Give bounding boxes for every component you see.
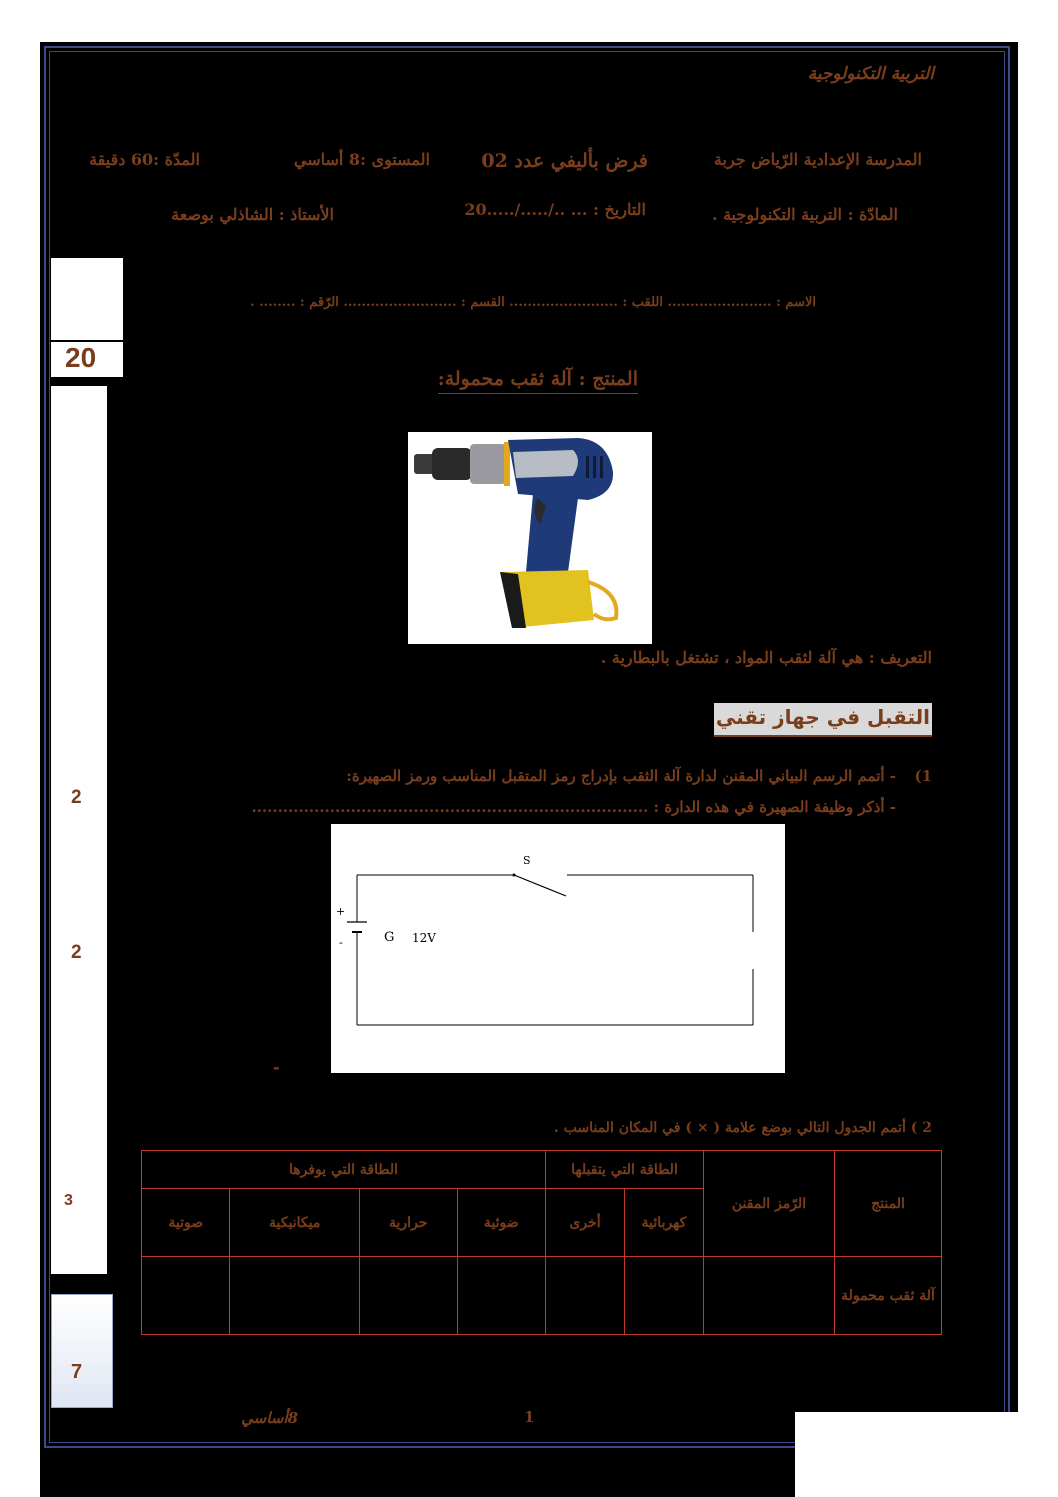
school-name: المدرسة الإعدادية الرّياض جربة bbox=[713, 150, 922, 169]
teacher-line: الأستاذ : الشاذلي بوصعة bbox=[171, 205, 334, 224]
th-provided-sound: صوتية bbox=[142, 1189, 230, 1257]
th-provided-light: ضوئية bbox=[457, 1189, 545, 1257]
drill-ring bbox=[504, 442, 510, 486]
subject-header: التربية التكنولوجية bbox=[807, 64, 934, 84]
corner-overlay bbox=[795, 1412, 1058, 1497]
score-q1b: 2 bbox=[71, 942, 82, 963]
generator-label: G bbox=[384, 930, 395, 945]
th-product: المنتج bbox=[835, 1151, 942, 1257]
score-q1a: 2 bbox=[71, 787, 82, 808]
drill-side-panel bbox=[513, 450, 578, 478]
footer-level: 8أساسي bbox=[241, 1409, 298, 1427]
level: المستوى :8 أساسي bbox=[293, 150, 430, 169]
th-provided: الطاقة التي يوفرها bbox=[142, 1151, 546, 1189]
drill-chuck bbox=[432, 448, 472, 480]
drill-handle bbox=[526, 494, 578, 572]
drill-image bbox=[408, 432, 652, 644]
cell-symbol[interactable] bbox=[704, 1257, 835, 1335]
drill-collar bbox=[470, 444, 506, 484]
subject-line: المادّة : التربية التكنولوجية . bbox=[711, 205, 898, 224]
switch-label: S bbox=[523, 854, 531, 867]
definition: التعريف : هي آلة لثقب المواد ، تشتغل بالبطارية . bbox=[600, 648, 932, 667]
cell-provided-sound[interactable] bbox=[142, 1257, 230, 1335]
th-symbol: الرّمز المقنن bbox=[704, 1151, 835, 1257]
subtotal-score: 7 bbox=[71, 1361, 83, 1383]
duration: المدّة :60 دقيقة bbox=[89, 150, 200, 169]
th-provided-mechanical: ميكانيكية bbox=[230, 1189, 359, 1257]
th-received: الطاقة التي يتقبلها bbox=[546, 1151, 704, 1189]
q1-number: 1) bbox=[914, 767, 932, 785]
th-received-other: أخرى bbox=[546, 1189, 625, 1257]
total-score-box bbox=[51, 342, 123, 377]
subtotal-box bbox=[51, 1294, 113, 1408]
stray-dash: - bbox=[273, 1058, 280, 1077]
energy-table bbox=[141, 1150, 942, 1335]
margin-score-column bbox=[51, 386, 107, 1274]
q1-line1: - أتمم الرسم البياني المقنن لدارة آلة الثقب بإدراج رمز المتقبل المناسب ورمز الصهيرة: bbox=[346, 767, 896, 785]
q2-text: 2 ) أتمم الجدول التالي بوضع علامة ( × ) في المكان المناسب . bbox=[553, 1120, 932, 1136]
test-title: فرض بأليفي عدد 02 bbox=[481, 150, 648, 172]
total-score: 20 bbox=[65, 342, 97, 373]
circuit-svg bbox=[331, 824, 785, 1073]
section-title: التقبل في جهاز تقني bbox=[715, 705, 930, 729]
product-title: المنتج : آلة ثقب محمولة: bbox=[438, 368, 638, 394]
score-input-box[interactable] bbox=[51, 258, 123, 340]
th-provided-heat: حرارية bbox=[359, 1189, 457, 1257]
cell-received-electric[interactable] bbox=[625, 1257, 704, 1335]
date-line: التاريخ : ... ../...../.....20 bbox=[464, 200, 646, 219]
drill-drawing bbox=[408, 432, 652, 644]
section-title-box bbox=[714, 703, 932, 737]
switch-s bbox=[514, 875, 566, 896]
q1-line2: - أذكر وظيفة الصهيرة في هذه الدارة : ............................................................................ bbox=[251, 798, 896, 816]
plus-label: + bbox=[336, 905, 346, 918]
row-product: آلة ثقب محمولة bbox=[835, 1257, 942, 1335]
footer-page: 1 bbox=[524, 1408, 535, 1426]
minus-label: - bbox=[339, 936, 343, 949]
cell-provided-mechanical[interactable] bbox=[230, 1257, 359, 1335]
th-received-electric: كهربائية bbox=[625, 1189, 704, 1257]
student-info-line: الاسم : ....................... اللقب : ........................ القسم : ......................... الرّقم : ........ . bbox=[250, 295, 816, 310]
cell-provided-light[interactable] bbox=[457, 1257, 545, 1335]
cell-provided-heat[interactable] bbox=[359, 1257, 457, 1335]
cell-received-other[interactable] bbox=[546, 1257, 625, 1335]
voltage-label: 12V bbox=[412, 931, 436, 945]
score-q2: 3 bbox=[64, 1192, 73, 1209]
drill-chuck-tip bbox=[414, 454, 434, 474]
circuit-diagram bbox=[331, 824, 785, 1073]
